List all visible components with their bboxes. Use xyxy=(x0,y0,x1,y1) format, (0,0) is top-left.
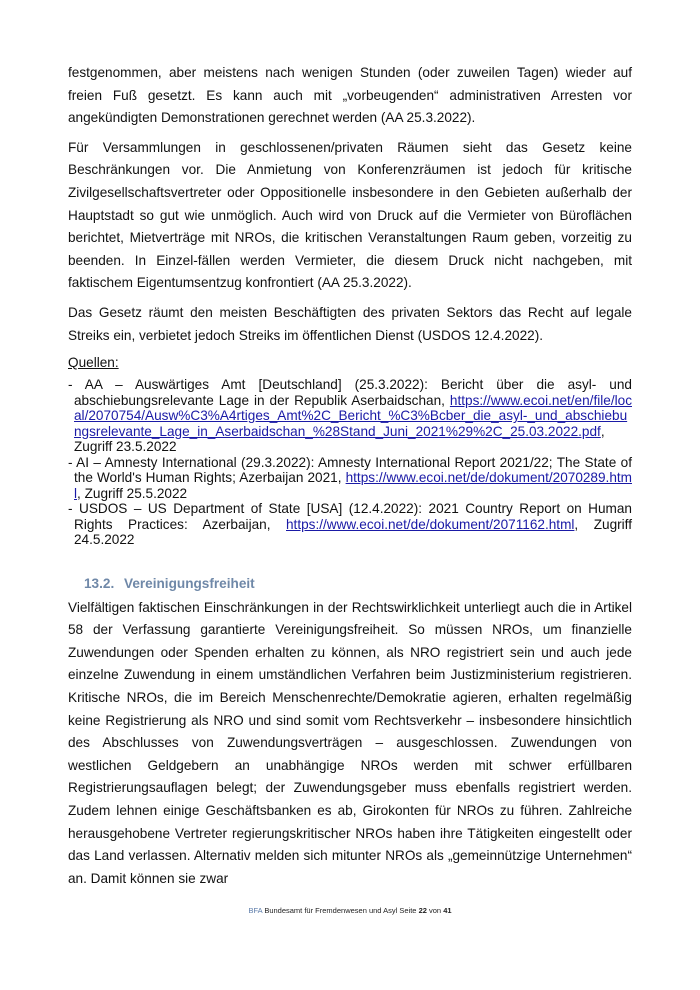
source-item: - AA – Auswärtiges Amt [Deutschland] (25.3.2022): Bericht über die asyl- und abschiebungsrelevante Lage in der Republik Aserbaidschan, https://www.ecoi.net/en/file/local/2070754/Ausw%C3%A4rtiges_Amt%2C_Bericht_%C3%Bcber_die_asyl-_und_abschiebungsrelevante_Lage_in_Aserbaidschan_%28Stand_Juni_2021%29%2C_25.03.2022.pdf, Zugriff 23.5.2022 xyxy=(68,377,632,455)
source-link[interactable]: https://www.ecoi.net/de/dokument/2070289.html xyxy=(74,470,632,501)
source-link[interactable]: https://www.ecoi.net/de/dokument/2071162.html xyxy=(286,516,575,532)
page-number: 22 xyxy=(418,906,427,915)
source-link[interactable]: https://www.ecoi.net/en/file/local/2070754/Ausw%C3%A4rtiges_Amt%2C_Bericht_%C3%Bcber_die_asyl-_und_abschiebungsrelevante_Lage_in_Aserbaidschan_%28Stand_Juni_2021%29%2C_25.03.2022.pdf xyxy=(74,392,632,439)
bfa-logo: BFA xyxy=(248,906,263,915)
sources-label: Quellen: xyxy=(68,355,119,371)
paragraph: Für Versammlungen in geschlossenen/privaten Räumen sieht das Gesetz keine Beschränkungen vor. Die Anmietung von Konferenzräumen ist jedoch für kritische Zivilgesellschaftsvertreter oder Oppositionelle insbesondere in den Gebieten außerhalb der Hauptstadt so gut wie unmöglich. Auch wird von Druck auf die Vermieter von Büroflächen berichtet, Mietverträge mit NROs, die kritischen Veranstaltungen Raum geben, vorzeitig zu beenden. In Einzel-fällen werden Vermieter, die diesem Druck nicht nachgeben, mit faktischem Eigentumsentzug konfrontiert (AA 25.3.2022). xyxy=(68,139,632,291)
document-page xyxy=(68,62,632,897)
source-item: - AI – Amnesty International (29.3.2022): Amnesty International Report 2021/22; The State of the World's Human Rights; Azerbaijan 2021, https://www.ecoi.net/de/dokument/2070289.html, Zugriff 25.5.2022 xyxy=(68,454,632,501)
paragraph: Das Gesetz räumt den meisten Beschäftigten des privaten Sektors das Recht auf legale Streiks ein, verbietet jedoch Streiks im öffentlichen Dienst (USDOS 12.4.2022). xyxy=(68,304,632,343)
paragraph: festgenommen, aber meistens nach wenigen Stunden (oder zuweilen Tagen) wieder auf freien Fuß gesetzt. Es kann auch mit „vorbeugenden“ administrativen Arresten vor angekündigten Demonstrationen gerechnet werden (AA 25.3.2022). xyxy=(68,65,632,126)
page-total: 41 xyxy=(443,906,452,915)
sources-list xyxy=(68,377,632,548)
paragraph: Vielfältigen faktischen Einschränkungen in der Rechtswirklichkeit unterliegt auch die in Artikel 58 der Verfassung garantierte Vereinigungsfreiheit. So müssen NROs, um finanzielle Zuwendungen oder Spenden erhalten zu können, als NRO registriert sein und auch jede einzelne Zuwendung in einem umständlichen Verfahren beim Justizministerium registrieren. Kritische NROs, die im Bereich Menschenrechte/Demokratie agieren, erhalten regelmäßig keine Registrierung als NRO und sind somit vom Rechtsverkehr – insbesondere hinsichtlich des Abschlusses von Zuwendungsverträgen – ausgeschlossen. Zuwendungen von westlichen Geldgebern an unabhängige NROs werden mit schwer erfüllbaren Registrierungsauflagen belegt; der Zuwendungsgeber muss ebenfalls registriert werden. Zudem lehnen einige Geschäftsbanken es ab, Girokonten für NROs zu führen. Zahlreiche herausgehobene Vertreter regierungskritischer NROs haben ihre Tätigkeiten eingestellt oder das Land verlassen. Alternativ melden sich mitunter NROs als „gemeinnützige Unternehmen“ an. Damit können sie zwar xyxy=(68,599,632,886)
source-item: - USDOS – US Department of State [USA] (12.4.2022): 2021 Country Report on Human Rights Practices: Azerbaijan, https://www.ecoi.net/de/dokument/2071162.html, Zugriff 24.5.2022 xyxy=(68,501,632,548)
page-footer: BFA Bundesamt für Fremdenwesen und Asyl Seite 22 von 41 xyxy=(248,906,452,915)
section-heading: 13.2. Vereinigungsfreiheit xyxy=(84,575,255,591)
